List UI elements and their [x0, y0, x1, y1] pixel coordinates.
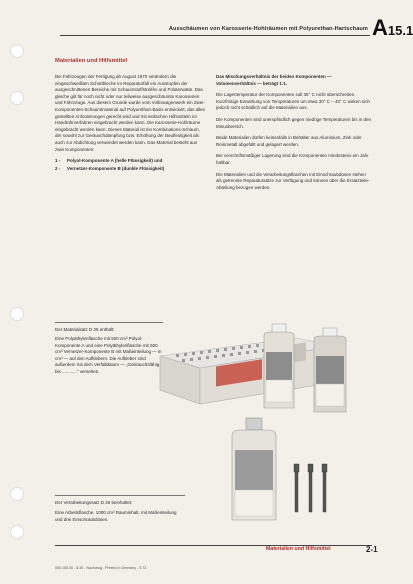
page-code	[372, 15, 413, 41]
section-title: Materialien und Hilfsmittel	[55, 58, 128, 64]
binder-hole	[10, 44, 24, 58]
paragraph: Beide Materialien dürfen keinesfalls in Behälter aus Aluminium, Zink oder Reinmetall abgefüllt und gelagert werden.	[216, 135, 362, 147]
binder-hole	[10, 91, 24, 105]
nozzle	[308, 464, 313, 512]
paragraph: Bei vorschriftsmäßiger Lagerung sind die Komponenten mindestens ein Jahr haltbar.	[216, 153, 369, 165]
binder-hole	[10, 307, 24, 321]
bottle-a	[264, 324, 294, 408]
page-code-letter: A	[372, 15, 388, 40]
materialsatz-photo	[156, 316, 382, 421]
work-bottle	[232, 418, 276, 520]
paragraph: Bei Fahrzeugen der Fertigung ab August 1970 verändern die eingeschweißten Schottbleche im Reparaturfall ein Ausstopfen der ausgeschnittenen Bereiche mit Schaumstoffstreifen und Polsterwatte. Das gleiche gilt für noch nicht oder nur teilweise ausgeschäumte Karosserien und Fahrzeuge. Aus diesem Grunde wurde vom Volkswagenwerk ein Zwei-Komponenten-Schaumtmaterial auf Polyurethan-Basis entwickelt, das allen gestellten Anforderungen gerecht wird und mit einfachen Hilfsmitteln im Handrührverfahren eingebracht werden kann. Die Karosserie-Hohlräume eingebracht werden kann. Dieses Material ist ein Kombinations-Schaum, der sowohl zur Geräuschdämpfung bzw. Erhöhung der Beulfestigkeit als auch zur Abdichtung verwendet werden kann. Das Material besteht aus zwei Komponenten:	[55, 74, 206, 152]
bottle-b	[314, 328, 346, 412]
page-header	[0, 6, 413, 44]
footer-title: Materialien und Hilfsmittel	[266, 546, 331, 552]
paragraph: Das Mischungsverhältnis der beiden Komponenten — Volumenverhältnis — beträgt 1:1.	[216, 74, 332, 86]
left-column	[55, 74, 207, 173]
list-number: 2 -	[55, 165, 61, 171]
print-info: 000.155.00 - 8.30 - Nachdrug - Printed in Germany - 5.73	[55, 566, 147, 570]
caption-rule	[55, 322, 163, 323]
caption-rule	[55, 495, 185, 496]
list-item	[55, 158, 207, 165]
paragraph: Die Komponenten sind unempfindlich gegen niedrige Temperaturen bis in den Minusbereich.	[216, 116, 372, 129]
figure-caption-materialsatz	[55, 320, 163, 375]
list-text: Vernetzer-Komponente B (dunkle Flüssigkeit)	[67, 165, 165, 171]
page-number: 2-1	[366, 545, 378, 554]
caption-title: Der Verarbeitungssatz D 26 beinhaltet:	[55, 499, 133, 505]
paragraph: Die Lagertemperatur der Komponenten soll 35° C nicht überschreiten. Kurzfristige Einwirkung von Temperaturen um etwa 30° C – 40° C wirken sich jedoch nicht schädlich auf die Materialien aus.	[216, 92, 370, 111]
nozzle	[322, 464, 327, 512]
figure-caption-verarbeitungssatz	[55, 493, 185, 523]
page-code-number: 15.1	[387, 23, 413, 38]
caption-body: Eine Arbeitsflasche, 1000 cm³ Rauminhalt, mit Maßeinteilung und drei Einschraubdüsen.	[55, 510, 177, 522]
list-text: Polyol-Komponente A (helle Flüssigkeit) und	[67, 158, 163, 164]
nozzle	[294, 464, 299, 512]
right-column	[216, 74, 372, 196]
caption-title: Der Materialsatz D 25 enthält:	[55, 326, 115, 332]
list-number: 1 -	[55, 158, 61, 164]
caption-body: Eine Polyäthylenflasche mit 500 cm³ Polyol-Komponente A und eine Polyäthylenflasche mit 500 cm³ Vernetzer-Komponente B mit Maßeinteilung — in cm³ — auf den Aufklebern. Die Aufkleber sind außerdem mit dem Verfalldatum — „Gebrauchsfähig bis ............“ versehen.	[55, 336, 162, 374]
header-rule	[60, 35, 370, 36]
verarbeitungssatz-photo	[226, 416, 346, 526]
binder-hole	[10, 487, 24, 501]
header-heading: Ausschäumen von Karosserie-Hohlräumen mit Polyurethan-Hartschaum	[168, 26, 368, 32]
list-item	[55, 166, 207, 173]
paragraph: Die Materialien und die Verarbeitungsflaschen mit Einschraubdüsen stehen als getrennte Reparatursätze zur Verfügung und können über die Ersatzteile-Abteilung bezogen werden.	[216, 171, 370, 190]
binder-hole	[10, 525, 24, 539]
